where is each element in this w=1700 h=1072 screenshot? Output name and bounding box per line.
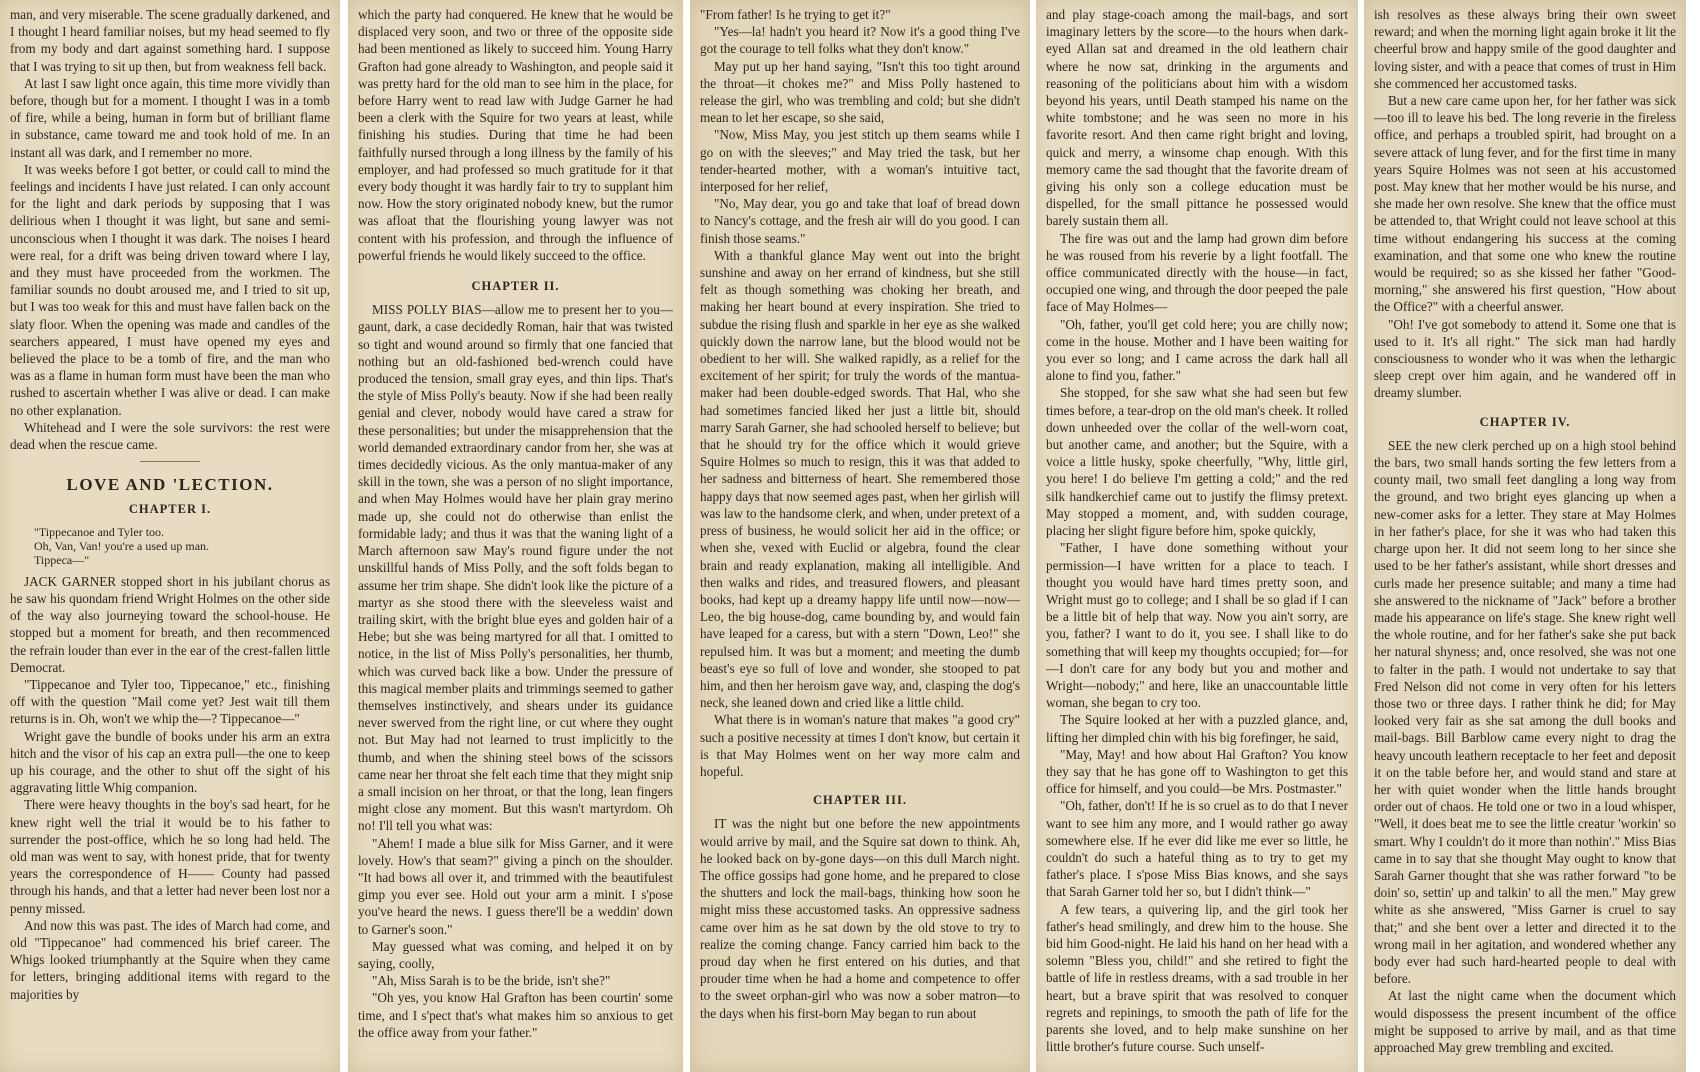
paragraph: which the party had conquered. He knew that he would be displaced very soon, and two or three of the opposite side had been mentioned as likely to succeed him. Young Harry Grafton had gone already to Washington, and people said it was pretty hard for the old man to see him in the place, for before Harry went to read law with Judge Garner he had been a clerk with the Squire for two years at least, while finishing his studies. During that time he had been faithfully nursed through a long illness by the family of his employer, and had professed so much gratitude for it that every body thought it was hardly fair to try to supplant him now. How the story originated nobody knew, but the rumor was afloat that the flourishing young lawyer was not content with his profession, and through the influence of powerful friends he would likely succeed to the office. — [358, 7, 673, 263]
paragraph: "Yes—la! hadn't you heard it? Now it's a good thing I've got the courage to tell folks what they don't know." — [700, 24, 1020, 57]
paragraph: But a new care came upon her, for her father was sick—too ill to leave his bed. The long reverie in the fireless office, and perhaps a troubled spirit, had brought on a severe attack of lung fever, and for the first time in many years Squire Holmes was not seen at his accustomed post. May knew that her mother would be his nurse, and she made her own resolve. She knew that the office must be attended to, that Wright could not leave school at this time without endangering his success at the coming examination, and that some one who knew the routine would be required; so as she kissed her father "Good-morning," she answered his first question, "How about the Office?" with a cheerful answer. — [1374, 93, 1676, 315]
paragraph: At last the night came when the document which would dispossess the present incumbent of the office might be supposed to arrive by mail, and as that time approached May grew trembling and excited. — [1374, 988, 1676, 1055]
paragraph: The Squire looked at her with a puzzled glance, and, lifting her dimpled chin with his big forefinger, he said, — [1046, 712, 1348, 745]
paragraph: May put up her hand saying, "Isn't this too tight around the throat—it chokes me?" and Miss Polly hastened to release the girl, who was trembling and cold; but she didn't mean to let her escape, so she said, — [700, 58, 1020, 126]
paragraph: A few tears, a quivering lip, and the girl took her father's head smilingly, and drew him to the house. She bid him Good-night. He laid his hand on her head with a solemn "Bless you, child!" and she retired to fight the battle of life in restless dreams, with a sad trouble in her heart, but a brave spirit that was resolved to conquer regrets and repinings, to smooth the path of life for the parents she loved, and to help make sunshine on her little brother's future course. Such unself- — [1046, 901, 1348, 1055]
chapter-heading: CHAPTER I. — [128, 502, 212, 517]
column-3 — [690, 0, 1030, 1072]
chapter-heading: CHAPTER IV. — [1479, 414, 1571, 429]
paragraph: She stopped, for she saw what she had seen but few times before, a tear-drop on the old man's cheek. It rolled down unheeded over the collar of the well-worn coat, but another came, and another; but the Squire, with a voice a little husky, spoke cheerfully, "Why, little girl, you here! I do believe I'm getting a cold;" and the red silk handkerchief came out to justify the flimsy pretext. May stopped a moment, and, with sudden courage, placing her slight figure before him, spoke quickly, — [1046, 385, 1348, 539]
paragraph: "From father! Is he trying to get it?" — [700, 7, 891, 22]
paragraph: "Oh! I've got somebody to attend it. Some one that is used to it. It's all right." The sick man had hardly consciousness to wonder who it was when the lethargic sleep crept over him again, and he wandered off in dreamy slumber. — [1374, 316, 1676, 401]
column-2 — [348, 0, 683, 1072]
paragraph: MISS POLLY BIAS—allow me to present her to you—gaunt, dark, a case decidedly Roman, hair that was twisted so tight and wound around so firmly that one fancied that nothing but an old-fashioned bed-wrench could have produced the tension, small gray eyes, and thin lips. That's the style of Miss Polly's beauty. Now if she had been really genial and clever, nobody would have cared a straw for these personalities; but under the misapprehension that the world demanded extraordinary candor from her, she was at times decidedly vicious. As the only mantua-maker of any skill in the town, she was a person of no slight importance, and when May Holmes would have her plain gray merino made up, she could not do otherwise than enlist the formidable lady; and thus it was that the waning light of a March afternoon saw May's round figure under the not unskillful hands of Miss Polly, and the soft folds began to assume her trim shape. She didn't look like the picture of a martyr as she stood there with the sleeveless waist and trailing skirt, with the bright blue eyes and golden hair of a Hebe; but she was being martyred for all that. I omitted to notice, in the list of Miss Polly's personalities, her thumb, which was curved back like a bow. Under the pressure of this magical member plaits and trimmings seemed to gather themselves instinctively, and shears under its guidance never swerved from the right line, or cut where they ought not. But May had not learned to trust implicitly to the thumb, and when the shining steel bows of the scissors came near her throat she felt each time that they might snip a small incision on her throat, or that the long, lean fingers might close any moment. But this wasn't martyrdom. Oh no! I'll tell you what was: — [358, 302, 673, 834]
column-1-body — [10, 6, 330, 453]
chapter-heading: CHAPTER III. — [813, 793, 907, 808]
column-1 — [0, 0, 340, 1072]
paragraph: "Oh, father, you'll get cold here; you are chilly now; come in the house. Mother and I have been waiting for you ever so long; and I came across the dark hall all alone to find you, father." — [1046, 316, 1348, 384]
paragraph: man, and very miserable. The scene gradually darkened, and I thought I heard familiar noises, but my head seemed to fly from my body and dart against something hard. I suppose that I was trying to sit up then, but from weakness fell back. — [10, 7, 330, 74]
paragraph: Whitehead and I were the sole survivors: the rest were dead when the rescue came. — [10, 419, 330, 453]
paragraph: JACK GARNER stopped short in his jubilant chorus as he saw his quondam friend Wright Holmes on the other side of the way also journeying toward the school-house. He stopped but a moment for breath, and then recommenced the refrain louder than ever in the ear of the crest-fallen little Democrat. — [10, 573, 330, 675]
paragraph: "Oh yes, you know Hal Grafton has been courtin' some time, and I s'pect that's what makes him so anxious to get the office away from your father." — [358, 990, 673, 1040]
paragraph: What there is in woman's nature that makes "a good cry" such a positive necessity at times I don't know, but certain it is that May Holmes went on her way more calm and hopeful. — [700, 712, 1020, 779]
verse-line: "Tippecanoe and Tyler too. — [34, 524, 165, 539]
paragraph: "Tippecanoe and Tyler too, Tippecanoe," etc., finishing off with the question "Mail come yet? Jest wait till them returns is in. Oh, won't we whip the—? Tippecanoe—" — [10, 676, 330, 727]
paragraph: Wright gave the bundle of books under his arm an extra hitch and the visor of his cap an extra pull—the one to keep up his courage, and the other to shut off the sight of his aggravating little Whig companion. — [10, 728, 330, 796]
paragraph: And now this was past. The ides of March had come, and old "Tippecanoe" had commenced his brief career. The Whigs looked triumphantly at the Squire when they came for letters, bringing additional items with regard to the majorities by — [10, 917, 330, 1002]
verse-line: Oh, Van, Van! you're a used up man. — [34, 538, 210, 553]
paragraph: There were heavy thoughts in the boy's sad heart, for he knew right well the trial it would be to his father to surrender the post-office, which he so long had held. The old man was went to say, with honest pride, that for twenty years the correspondence of H—— County had passed through his hands, and that a letter had never been lost nor a penny missed. — [10, 797, 330, 916]
paragraph: With a thankful glance May went out into the bright sunshine and away on her errand of kindness, but she still felt as though something was choking her breath, and making her heart bound at every inspiration. She tried to subdue the rising flush and sparkle in her eye as she walked quickly down the narrow lane, but the blood would not be obedient to her will. She walked rapidly, as a relief for the excitement of her spirit; for truly the words of the mantua-maker had been double-edged swords. That Hal, who she had sometimes fancied liked her just a little bit, should marry Sarah Garner, she had schooled herself to believe; but that he should try for the office which it would grieve Squire Holmes so much to resign, this it was that added to her sadness and bitterness of heart. She remembered those happy days that now seemed ages past, when her girlish will was law to the handsome clerk, and when, under pretext of a press of business, he would solicit her aid in the office; or when she, vexed with Euclid or algebra, found the clear brain and ready explanation, making all intelligible. And then walks and rides, and treasured flowers, and pleasant books, had kept up a dreamy happy life until now—now— Leo, the big house-dog, came bounding by, and would fain have leaped for a caress, but with a stern "Down, Leo!" she repulsed him. It was but a moment; and meeting the dumb beast's eye so full of love and wonder, she stooped to pat him, and then her heroism gave way, and, clasping the dog's neck, she leaned down and cried like a little child. — [700, 247, 1020, 711]
paragraph: "No, May dear, you go and take that loaf of bread down to Nancy's cottage, and the fresh air will do you good. I can finish those seams." — [700, 196, 1020, 246]
column-5 — [1364, 0, 1686, 1072]
paragraph: ish resolves as these always bring their own sweet reward; and when the morning light again broke it lit the cheerful brow and happy smile of the good daughter and loving sister, and with a peace that comes of trust in Him she commenced her accustomed tasks. — [1374, 7, 1676, 91]
paragraph: IT was the night but one before the new appointments would arrive by mail, and the Squire sat down to think. Ah, he looked back on by-gone days—on this dull March night. The office gossips had gone home, and he prepared to close the shutters and lock the mail-bags, thinking how soon he might miss these accustomed tasks. An oppressive sadness came over him as he sat down by the old stove to try to realize the coming change. Fancy carried him back to the proud day when he first entered on his duties, and that prouder time when he had a home and competence to offer to the sweet orphan-girl who was now a sober matron—to the days when his first-born May began to run about — [700, 816, 1020, 1021]
paragraph: "May, May! and how about Hal Grafton? You know they say that he has gone off to Washington to get this office for himself, and you could—be Mrs. Postmaster." — [1046, 746, 1348, 797]
paragraph: The fire was out and the lamp had grown dim before he was roused from his reverie by a light footfall. The office communicated directly with the house—in fact, occupied one wing, and through the door peeped the pale face of May Holmes— — [1046, 230, 1348, 315]
epigraph — [10, 525, 330, 567]
paragraph: "Oh, father, don't! If he is so cruel as to do that I never want to see him any more, and I would rather go away somewhere else. If he ever did like me ever so little, he couldn't do such a hateful thing as to try to get my father's place. I s'pose Miss Bias knows, and she says that Sarah Garner told her so, but I didn't think—" — [1046, 798, 1348, 900]
paragraph: "Ah, Miss Sarah is to be the bride, isn't she?" — [372, 973, 611, 989]
story-title: LOVE AND 'LECTION. — [66, 475, 274, 495]
paragraph: "Now, Miss May, you jest stitch up them seams while I go on with the sleeves;" and May tried the task, but her tender-hearted mother, with a woman's intuitive tact, interposed for her relief, — [700, 127, 1020, 195]
verse-line: Tippeca—" — [34, 552, 90, 567]
column-4 — [1036, 0, 1358, 1072]
paragraph: SEE the new clerk perched up on a high stool behind the bars, two small hands sorting the few letters from a county mail, two small feet dangling a long way from the ground, and two bright eyes glancing up when a new-comer asks for a letter. They stare at May Holmes in her father's place, for she it was who had taken this charge upon her. It did not seem long to her since she used to be her father's assistant, while short dresses and curls made her presence suitable; and many a time had she answered to the nickname of "Jack" before a brother made his appearance on life's stage. She knew right well the whole routine, and for her father's sake she put back her natural shyness; and, once resolved, she was not one to falter in the path. I would not undertake to say that Fred Nelson did not come in very often for his letters those two or three days. I rather think he did; for May looked very fair as she sat among the dull books and mail-bags. Bill Barblow came every night to drag the heavy uncouth leathern receptacle to her feet and deposit it on the table before her, and would stand and stare at her with quiet wonder when the little hands brought order out of chaos. He told one or two in a loud whisper, "Well, it does beat me to see the little creatur 'workin' so smart. Why I couldn't do it more than nothin'." Miss Bias came in to say that she thought May ought to know that Sarah Garner thought that she was rather forward "to be doin' so, settin' up and talkin' to all the men." May grew white as she answered, "Miss Garner is cruel to say that;" and she bent over a letter and directed it to the wrong mail in her agitation, and wondered whether any body ever had such hard-hearted people to deal with before. — [1374, 437, 1676, 987]
paragraph: and play stage-coach among the mail-bags, and sort imaginary letters by the score—to the hours when dark-eyed Allan sat and dreamed in the old leathern chair where he now sat, drinking in the arguments and reasoning of the politicians about him with a wisdom beyond his years, until Death stamped his name on the white tombstone; and he was seen no more in his favorite resort. And then came right bright and loving, quick and merry, a winsome chap enough. With this memory came the sad thought that the favorite dream of giving his only son a college education must be dispelled, for the small pittance he possessed would barely sustain them all. — [1046, 7, 1348, 229]
paragraph: At last I saw light once again, this time more vividly than before, though but for a moment. I thought I was in a tomb of fire, while a being, human in form but of brilliant flame in substance, came toward me and took hold of me. In an instant all was dark, and I remember no more. — [10, 75, 330, 160]
paragraph: It was weeks before I got better, or could call to mind the feelings and incidents I have just related. I can only account for the light and dark periods by supposing that I was delirious when I thought it was light, but sane and semi-unconscious when I thought it was dark. The noises I heard were real, for a drift was being driven toward where I lay, and they must have proceeded from the workmen. The familiar sounds no doubt aroused me, and I tried to sit up, but I was too weak for this and must have fallen back on the slaty floor. When the opening was made and candles of the searchers appeared, I must have opened my eyes and believed the place to be a tomb of fire, and the man who was as a flame in human form must have been the man who rushed to ascertain whether I was alive or dead. I can make no other explanation. — [10, 161, 330, 418]
paragraph: "Ahem! I made a blue silk for Miss Garner, and it were lovely. How's that seam?" giving a pinch on the shoulder. "It had bows all over it, and trimmed with the beautifulest gimp you ever see. Hold out your arm a minit. I s'pose you've heard the news. I guess there'll be a weddin' down to Garner's soon." — [358, 835, 673, 937]
paragraph: "Father, I have done something without your permission—I have written for a place to teach. I thought you would have hard times pretty soon, and Wright must go to college; and I shall be so glad if I can be a little bit of help that way. Now you ain't sorry, are you, father? I want to do it, you see. I shall like to do something that will keep my thoughts occupied; for—for—I don't care for any body but you and mother and Wright—nobody;" and here, like an unaccountable little woman, she began to cry too. — [1046, 540, 1348, 711]
chapter-heading: CHAPTER II. — [471, 279, 560, 294]
divider — [140, 461, 200, 462]
paragraph: May guessed what was coming, and helped it on by saying, coolly, — [358, 938, 673, 971]
